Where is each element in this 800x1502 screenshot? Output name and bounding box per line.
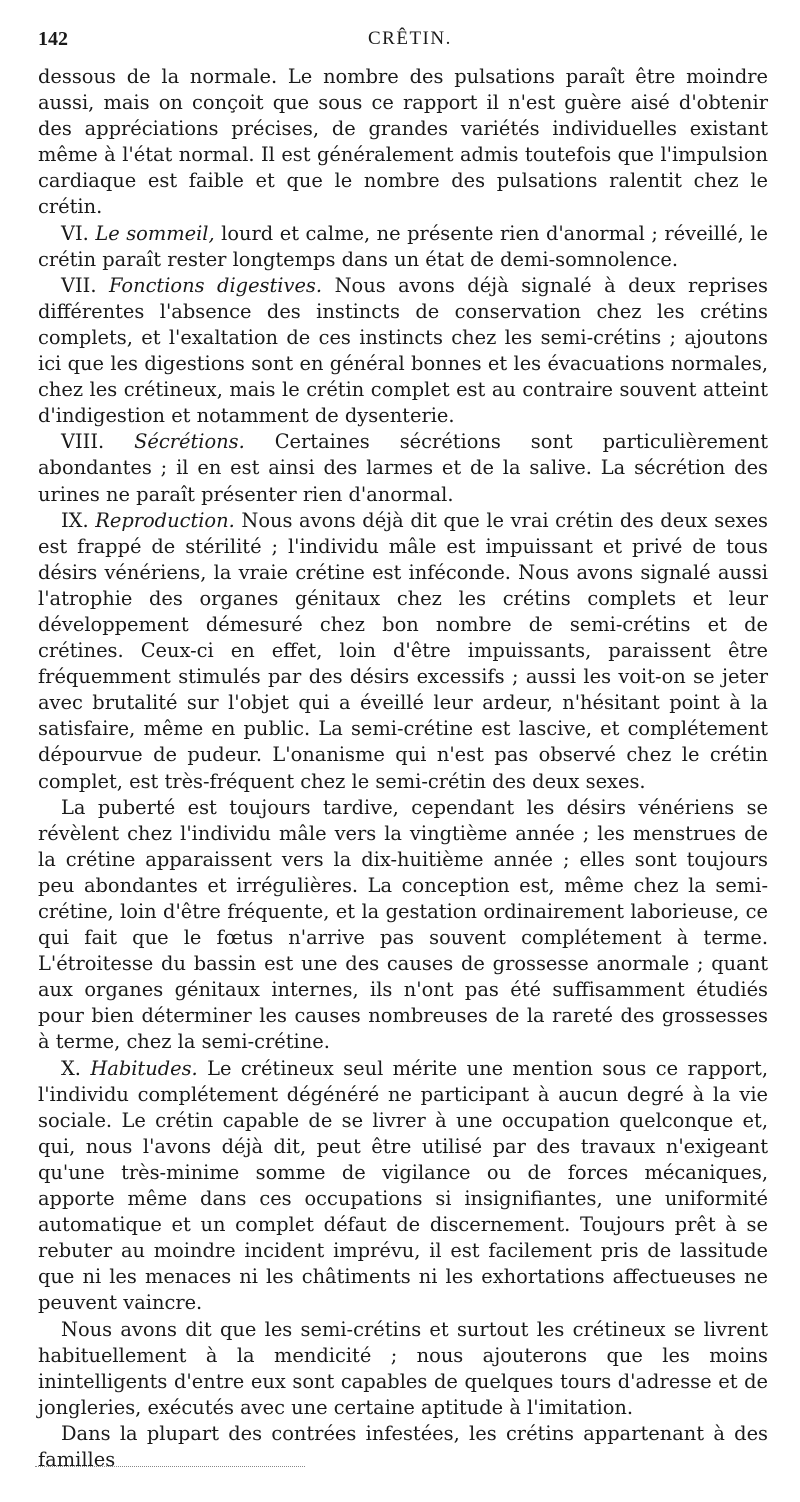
- section-label: VI.: [61, 221, 89, 245]
- paragraph-secretions: [38, 429, 768, 507]
- paragraph-text: lourd et calme, ne présente rien d'anormal ; réveillé, le crétin paraît rester longtemps dans un état de demi-somnolence.: [38, 221, 768, 271]
- paragraph-text: Nous avons déjà signalé à deux reprises différentes l'absence des instincts de conservation chez les crétins complets, et l'exaltation de ces instincts chez les semi-crétins ; ajoutons ici que les digestions sont en général bonnes et les évacuations normales, chez les crétineux, mais le crétin complet est au contraire souvent atteint d'indigestion et notamment de dysenterie.: [38, 273, 768, 428]
- section-heading: Fonctions digestives.: [109, 273, 323, 297]
- section-heading: Habitudes.: [90, 1056, 198, 1080]
- section-label: VIII.: [61, 430, 105, 454]
- paragraph-habitudes: [38, 1056, 768, 1317]
- paragraph-reproduction: [38, 508, 768, 795]
- body-text: [38, 64, 768, 1473]
- section-heading: Sécrétions.: [134, 430, 245, 454]
- section-heading: Le sommeil,: [95, 221, 215, 245]
- paragraph-text: dessous de la normale. Le nombre des pulsations paraît être moindre aussi, mais on conçoit que sous ce rapport il n'est guère aisé d'obtenir des appréciations précises, de grandes variétés individuelles existant même à l'état normal. Il est généralement admis toutefois que l'impulsion cardiaque est faible et que le nombre des pulsations ralentit chez le crétin.: [38, 65, 768, 219]
- paragraph-text: Dans la plupart des contrées infestées, les crétins appartenant à des familles: [38, 1421, 768, 1471]
- section-label: VII.: [61, 273, 97, 297]
- paragraph-fonctions-digestives: [38, 273, 768, 430]
- footer-rule: [35, 1466, 305, 1467]
- paragraph-continued: [38, 64, 768, 221]
- page-header: [38, 28, 768, 54]
- paragraph-text: Nous avons déjà dit que le vrai crétin des deux sexes est frappé de stérilité ; l'individu mâle est impuissant et privé de tous désirs vénériens, la vraie crétine est inféconde. Nous avons signalé aussi l'atrophie des organes génitaux chez les crétins complets et leur développement démesuré chez bon nombre de semi-crétins et de crétines. Ceux-ci en effet, loin d'être impuissants, paraissent être fréquemment stimulés par des désirs excessifs ; aussi les voit-on se jeter avec brutalité sur l'objet qui a éveillé leur ardeur, n'hésitant point à la satisfaire, même en public. La semi-crétine est lascive, et complétement dépourvue de pudeur. L'onanisme qui n'est pas observé chez le crétin complet, est très-fréquent chez le semi-crétin des deux sexes.: [38, 508, 769, 793]
- section-label: IX.: [61, 508, 89, 532]
- paragraph-text: Certaines sécrétions sont particulièrement abondantes ; il en est ainsi des larmes et de la salive. La sécrétion des urines ne paraît présenter rien d'anormal.: [38, 430, 768, 506]
- paragraph-sommeil: [38, 221, 768, 273]
- running-title: CRÊTIN.: [368, 28, 452, 49]
- paragraph-text: Nous avons dit que les semi-crétins et surtout les crétineux se livrent habituellement à la mendicité ; nous ajouterons que les moins inintelligents d'entre eux sont capables de quelques tours d'adresse et de jongleries, exécutés avec une certaine aptitude à l'imitation.: [38, 1317, 768, 1419]
- paragraph-text: La puberté est toujours tardive, cependant les désirs vénériens se révèlent chez l'individu mâle vers la vingtième année ; les menstrues de la crétine apparaissent vers la dix-huitième année ; elles sont toujours peu abondantes et irrégulières. La conception est, même chez la semi-crétine, loin d'être fréquente, et la gestation ordinairement laborieuse, ce qui fait que le fœtus n'arrive pas souvent complétement à terme. L'étroitesse du bassin est une des causes de grossesse anormale ; quant aux organes génitaux internes, ils n'ont pas été suffisamment étudiés pour bien déterminer les causes nombreuses de la rareté des grossesses à terme, chez la semi-crétine.: [38, 795, 768, 1054]
- section-heading: Reproduction.: [95, 508, 235, 532]
- paragraph-mendicite: [38, 1317, 768, 1421]
- paragraph-puberte: [38, 795, 768, 1056]
- paragraph-text: Le crétineux seul mérite une mention sous ce rapport, l'individu complétement dégénéré ne participant à aucun degré à la vie sociale. Le crétin capable de se livrer à une occupation quelconque et, qui, nous l'avons déjà dit, peut être utilisé par des travaux n'exigeant qu'une très-minime somme de vigilance ou de forces mécaniques, apporte même dans ces occupations si insignifiantes, une uniformité automatique et un complet défaut de discernement. Toujours prêt à se rebuter au moindre incident imprévu, il est facilement pris de lassitude que ni les menaces ni les châtiments ni les exhortations affectueuses ne peuvent vaincre.: [38, 1056, 768, 1315]
- section-label: X.: [61, 1056, 81, 1080]
- page-number: 142: [38, 28, 68, 50]
